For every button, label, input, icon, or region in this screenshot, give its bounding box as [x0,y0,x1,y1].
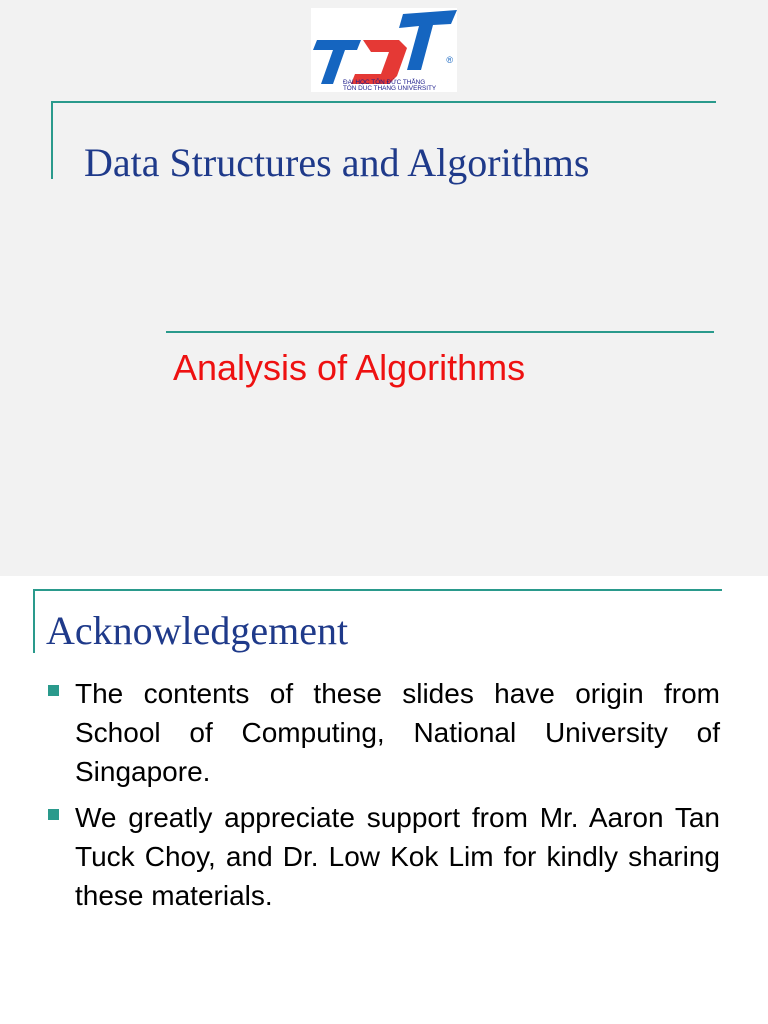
bullet-text: We greatly appreciate support from Mr. Aaron Tan Tuck Choy, and Dr. Low Kok Lim for kindly sharing these materials. [75,802,720,911]
bullet-text: The contents of these slides have origin from School of Computing, National University of Singapore. [75,678,720,787]
acknowledgement-slide [0,576,768,1024]
tdt-logo-mark [311,8,457,92]
ack-title: Acknowledgement [46,608,349,653]
slide-subtitle: Analysis of Algorithms [173,347,526,388]
slide-title: Data Structures and Algorithms [84,140,590,185]
ack-rule-vertical [33,589,35,653]
ack-rule-horizontal [34,589,722,591]
list-item [46,798,720,915]
square-bullet-icon [48,685,59,696]
svg-text:®: ® [446,55,453,65]
university-logo [311,8,457,92]
title-rule-horizontal [52,101,716,103]
square-bullet-icon [48,809,59,820]
title-rule-vertical [51,101,53,179]
subtitle-rule [166,331,714,333]
ack-bullet-list [46,674,720,922]
list-item [46,674,720,791]
svg-text:TON DUC THANG UNIVERSITY: TON DUC THANG UNIVERSITY [343,85,437,92]
svg-text:ĐẠI HỌC TÔN ĐỨC THẮNG: ĐẠI HỌC TÔN ĐỨC THẮNG [343,79,426,86]
